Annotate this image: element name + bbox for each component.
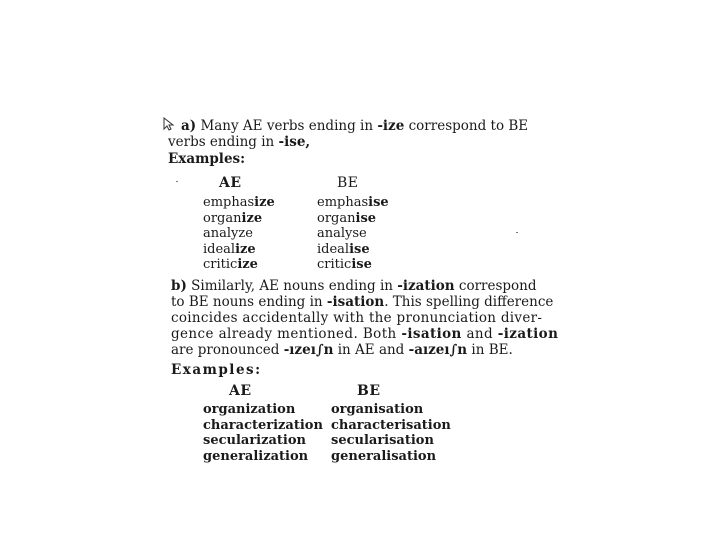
section-b-label: b) bbox=[171, 278, 187, 294]
section-b-text-2-cont: . This spelling difference bbox=[384, 294, 554, 310]
list-item: secularization bbox=[203, 433, 306, 449]
section-b-line-4 bbox=[171, 326, 558, 342]
list-item: organization bbox=[203, 402, 296, 417]
section-a-text-cont: correspond to BE bbox=[404, 118, 529, 134]
list-item: characterization bbox=[203, 417, 323, 433]
phonetic-ae: -ızeı∫n bbox=[283, 342, 334, 358]
section-b-text-5-end: in BE. bbox=[467, 342, 513, 358]
table2-be-header: BE bbox=[357, 383, 381, 399]
table2-be-list bbox=[331, 402, 451, 464]
list-item: analyse bbox=[317, 226, 367, 242]
cursor-arrow-icon bbox=[163, 117, 174, 131]
list-item: criticize bbox=[203, 257, 258, 273]
list-item: analyze bbox=[203, 226, 253, 242]
section-b-line-2 bbox=[171, 294, 553, 310]
suffix-ization-2: -ization bbox=[497, 326, 559, 342]
table2-ae-header: AE bbox=[229, 383, 252, 399]
list-item: idealize bbox=[203, 241, 256, 257]
section-a-text: Many AE verbs ending in bbox=[200, 118, 378, 134]
list-item: characterisation bbox=[331, 417, 451, 433]
suffix-isation: -isation bbox=[326, 294, 385, 310]
list-item: organise bbox=[317, 210, 377, 226]
speck bbox=[516, 232, 518, 233]
table1-ae-header: AE bbox=[219, 175, 242, 191]
section-b-line-3: coincides accidentally with the pronunciation diver- bbox=[171, 310, 543, 326]
list-item: criticise bbox=[317, 257, 372, 273]
section-b-line-1 bbox=[171, 278, 537, 294]
list-item: secularisation bbox=[331, 433, 434, 449]
suffix-isation-2: -isation bbox=[401, 326, 462, 342]
section-a-text-2: verbs ending in bbox=[168, 134, 279, 150]
list-item: generalization bbox=[203, 448, 309, 464]
section-b-text: Similarly, AE nouns ending in bbox=[191, 278, 398, 294]
suffix-ise: -ise, bbox=[278, 134, 311, 150]
list-item: idealise bbox=[317, 241, 370, 257]
examples-label-b: Examples: bbox=[171, 362, 262, 378]
suffix-ization: -ization bbox=[397, 278, 455, 294]
section-b-text-5-mid: in AE and bbox=[333, 342, 409, 358]
table2-ae-list bbox=[203, 402, 323, 464]
list-item: organize bbox=[203, 210, 263, 226]
section-b-line-5 bbox=[171, 342, 513, 358]
list-item: organisation bbox=[331, 402, 424, 417]
section-a-label: a) bbox=[181, 118, 197, 134]
section-a-line-1 bbox=[181, 118, 528, 134]
table1-be-header: BE bbox=[337, 175, 359, 191]
section-b-text-4-mid: and bbox=[461, 326, 498, 342]
table1-be-list bbox=[317, 195, 389, 273]
section-b-text-cont: correspond bbox=[454, 278, 537, 294]
suffix-ize: -ize bbox=[377, 118, 405, 134]
speck bbox=[176, 181, 178, 182]
list-item: emphasize bbox=[203, 195, 275, 210]
table1-ae-list bbox=[203, 195, 275, 273]
section-b-text-2: to BE nouns ending in bbox=[171, 294, 327, 310]
examples-label-a: Examples: bbox=[168, 151, 246, 167]
section-b-text-4: gence already mentioned. Both bbox=[171, 326, 402, 342]
section-a-line-2 bbox=[168, 134, 310, 150]
section-b-text-5: are pronounced bbox=[171, 342, 284, 358]
phonetic-be: -aızeı∫n bbox=[408, 342, 468, 358]
list-item: emphasise bbox=[317, 195, 389, 210]
list-item: generalisation bbox=[331, 448, 437, 464]
